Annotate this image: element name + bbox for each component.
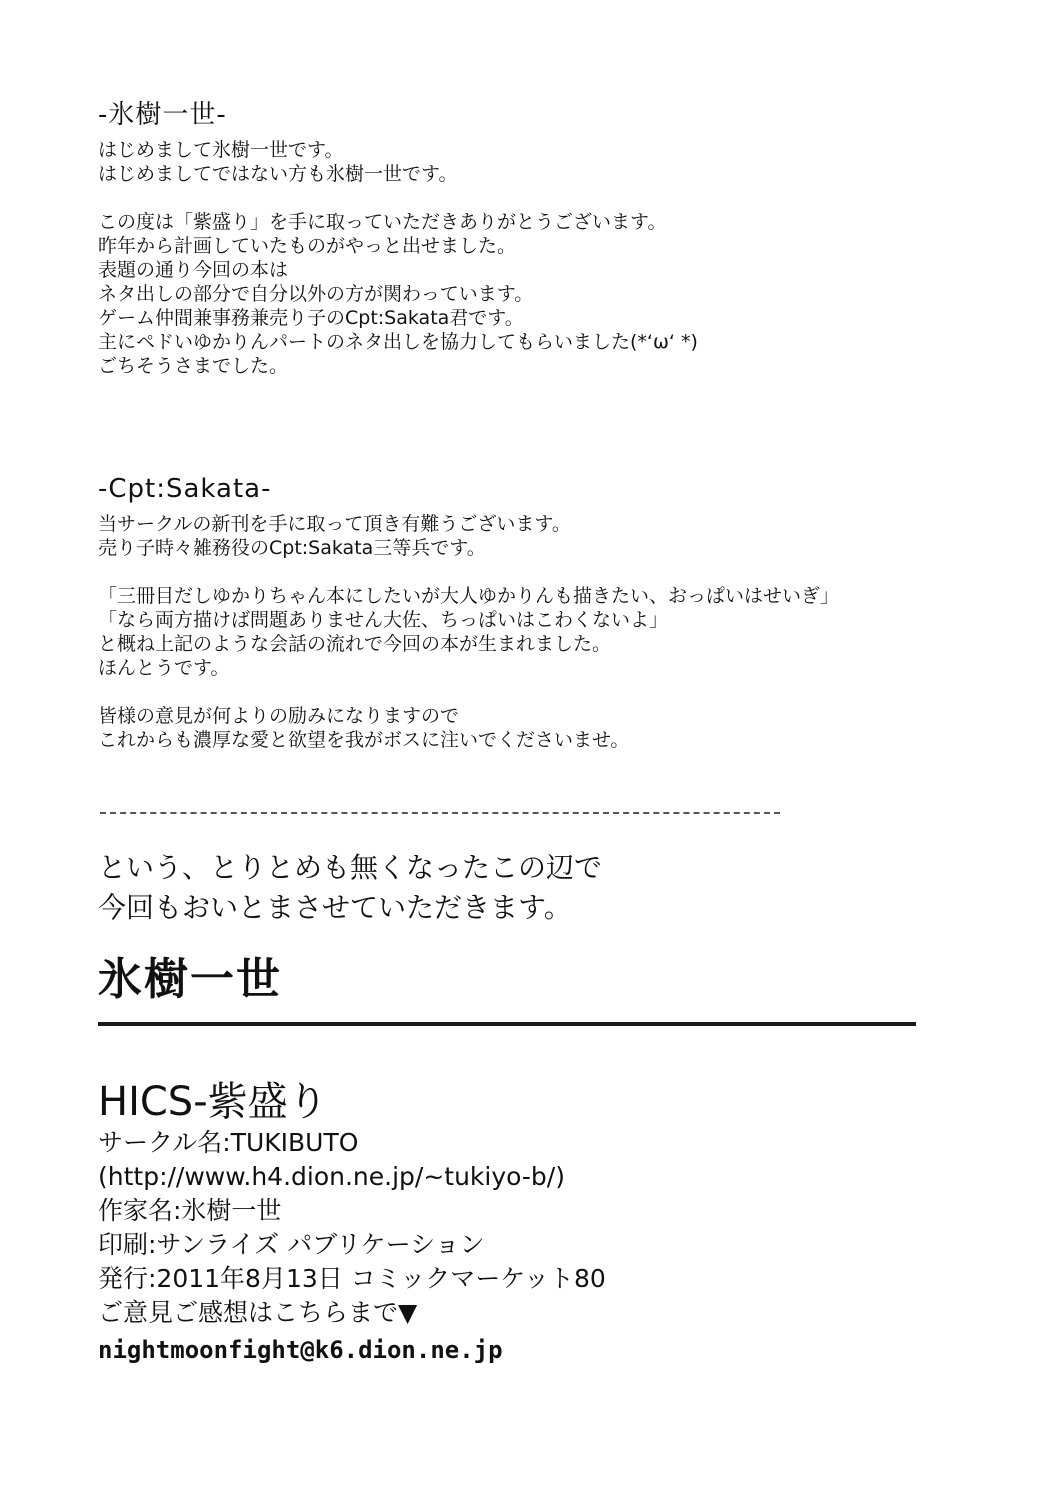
author-note-heading: -氷樹一世- (98, 100, 227, 130)
author-note-line: この度は「紫盛り」を手に取っていただきありがとうございます。 (98, 211, 667, 233)
printer-name: 印刷:サンライズ パブリケーション (98, 1230, 485, 1259)
author-note-line: ネタ出しの部分で自分以外の方が関わっています。 (98, 283, 534, 305)
solid-divider (98, 1022, 916, 1026)
circle-name: サークル名:TUKIBUTO (98, 1128, 359, 1157)
contact-prompt: ご意見ご感想はこちらまで▼ (98, 1298, 418, 1327)
author-note-line: 表題の通り今回の本は (98, 259, 289, 281)
colophon (98, 1078, 606, 1368)
closing-line: 今回もおいとまさせていただきます。 (98, 891, 572, 924)
author-signature: 氷樹一世 (98, 954, 282, 1005)
author-note-line: 主にペドいゆかりんパートのネタ出しを協力してもらいました(*‘ω‘ *) (98, 331, 698, 353)
guest-note-line: 「三冊目だしゆかりちゃん本にしたいが大人ゆかりんも描きたい、おっぱいはせいぎ」 (98, 585, 840, 607)
author-note-line: はじめましてではない方も氷樹一世です。 (98, 163, 458, 185)
book-title: HICS-紫盛り (98, 1079, 328, 1125)
author-note-line: 昨年から計画していたものがやっと出せました。 (98, 235, 517, 257)
guest-note-line: 「なら両方描けば問題ありません大佐、ちっぱいはこわくないよ」 (98, 609, 669, 631)
guest-note-line: ほんとうです。 (98, 657, 230, 679)
issue-date: 発行:2011年8月13日 コミックマーケット80 (98, 1264, 606, 1293)
author-note-body (98, 138, 958, 378)
guest-note-heading: -Cpt:Sakata- (98, 474, 272, 504)
guest-note (98, 474, 958, 752)
guest-note-line: これからも濃厚な愛と欲望を我がボスに注いでくださいませ。 (98, 729, 630, 751)
author-note-line: はじめまして氷樹一世です。 (98, 139, 344, 161)
guest-note-line: 当サークルの新刊を手に取って頂き有難うございます。 (98, 513, 571, 535)
guest-note-line: 皆様の意見が何よりの励みになりますので (98, 705, 460, 727)
dashed-divider (100, 812, 780, 814)
guest-note-body (98, 512, 958, 752)
closing-line: という、とりとめも無くなったこの辺で (98, 851, 603, 884)
guest-note-line: 売り子時々雑務役のCpt:Sakata三等兵です。 (98, 537, 486, 559)
circle-url: (http://www.h4.dion.ne.jp/~tukiyo-b/) (98, 1162, 565, 1191)
author-note-line: ごちそうさまでした。 (98, 355, 289, 377)
author-name: 作家名:氷樹一世 (98, 1196, 282, 1225)
guest-note-line: と概ね上記のような会話の流れで今回の本が生まれました。 (98, 633, 612, 655)
author-note-line: ゲーム仲間兼事務兼売り子のCpt:Sakata君です。 (98, 307, 524, 329)
closing-message (98, 848, 602, 928)
author-note (98, 100, 958, 378)
contact-email: nightmoonfight@k6.dion.ne.jp (98, 1336, 503, 1364)
